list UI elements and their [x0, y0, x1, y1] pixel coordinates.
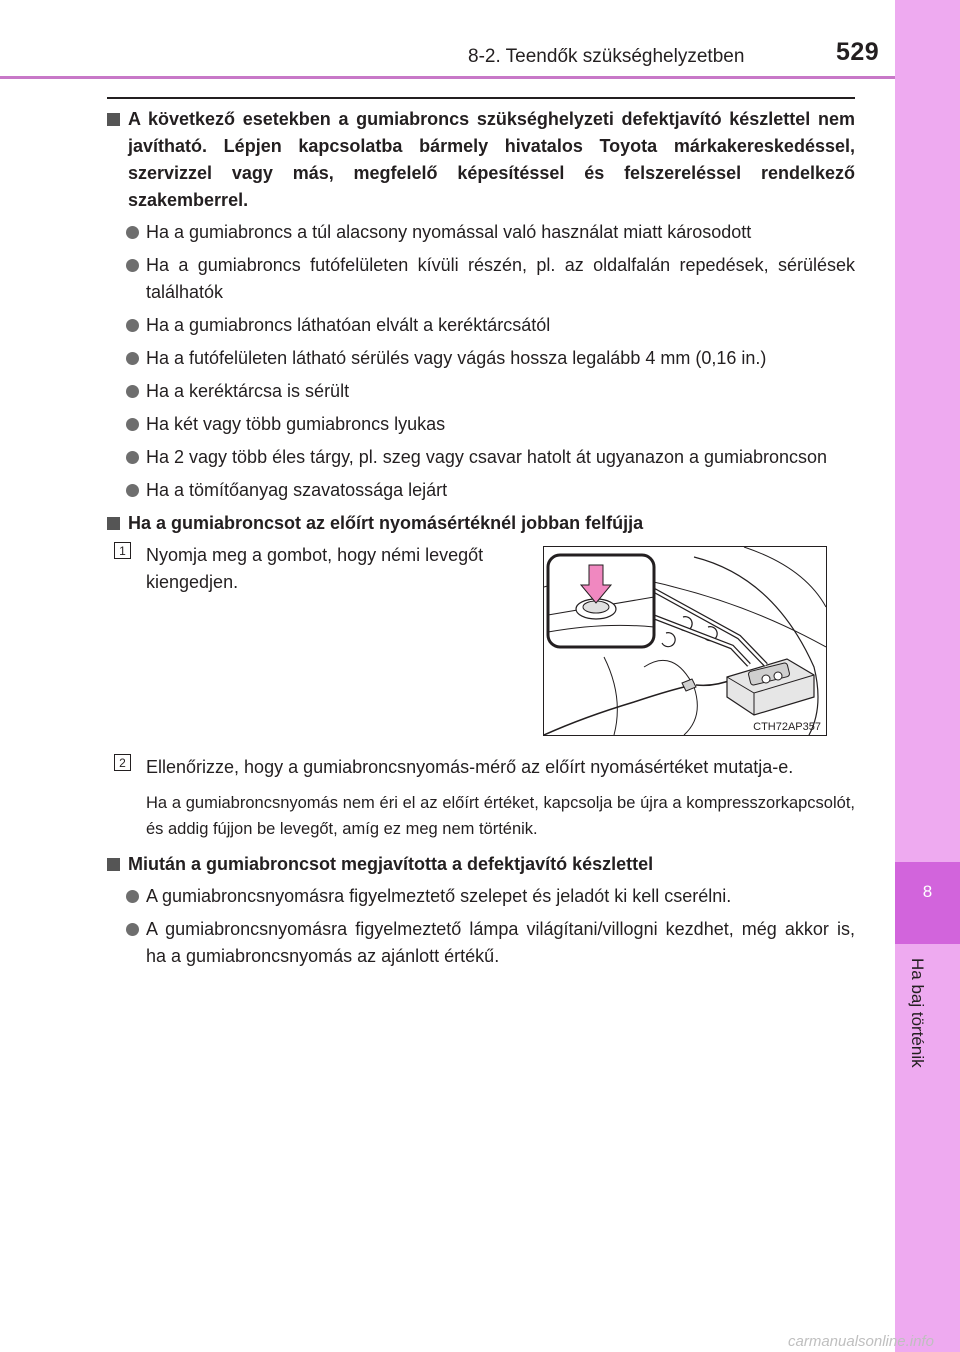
list-item-text: A gumiabroncsnyomásra figyelmeztető lámpa világítani/villogni kezdhet, még akkor is, ha a gumiabroncsnyomás az ajánlott értékű.: [146, 919, 855, 966]
list-item: [107, 916, 855, 970]
list-item-text: Ha a gumiabroncs a túl alacsony nyomással való használat miatt károsodott: [146, 222, 752, 242]
heading-not-repairable: [107, 106, 855, 214]
bullet-dot-icon: [126, 418, 139, 431]
step-number-box: 2: [114, 754, 131, 771]
list-item: [107, 312, 855, 339]
chapter-tab-strip: [895, 0, 960, 1352]
bullet-dot-icon: [126, 226, 139, 239]
bullet-dot-icon: [126, 451, 139, 464]
list-item-text: Ha 2 vagy több éles tárgy, pl. szeg vagy csavar hatolt át ugyanazon a gumiabroncson: [146, 447, 828, 467]
heading-square-icon: [107, 858, 120, 871]
heading-after-repair: [107, 851, 855, 878]
main-content: [107, 106, 855, 976]
list-item: [107, 252, 855, 306]
figure-code: CTH72AP357: [753, 721, 821, 733]
list-item: [107, 477, 855, 504]
figure-compressor: [543, 546, 827, 736]
bullet-dot-icon: [126, 352, 139, 365]
heading-overinflated: [107, 510, 855, 537]
list-item: [107, 444, 855, 471]
list-item-text: A gumiabroncsnyomásra figyelmeztető szelepet és jeladót ki kell cserélni.: [146, 886, 732, 906]
heading-square-icon: [107, 113, 120, 126]
chapter-label: Ha baj történik: [908, 958, 927, 1068]
step-text: Ellenőrizze, hogy a gumiabroncsnyomás-mérő az előírt nyomásértéket mutatja-e.: [146, 757, 794, 777]
tire-compressor-illustration: [544, 547, 826, 735]
step-2-note: Ha a gumiabroncsnyomás nem éri el az előírt értéket, kapcsolja be újra a kompresszorkapcsolót, és addig fújjon be levegőt, amíg ez meg nem történik.: [146, 794, 855, 838]
step-1-row: [107, 542, 855, 748]
list-item: [107, 378, 855, 405]
step-2: [107, 754, 855, 781]
list-item-text: Ha a gumiabroncs láthatóan elvált a keréktárcsától: [146, 315, 551, 335]
list-item-text: Ha a tömítőanyag szavatossága lejárt: [146, 480, 448, 500]
bullet-dot-icon: [126, 319, 139, 332]
heading-text: Ha a gumiabroncsot az előírt nyomásértéknél jobban felfújja: [128, 513, 644, 533]
list-item-text: Ha két vagy több gumiabroncs lyukas: [146, 414, 446, 434]
bullet-dot-icon: [126, 385, 139, 398]
heading-text: A következő esetekben a gumiabroncs szükséghelyzeti defektjavító készlettel nem javítható. Lépjen kapcsolatba bármely hivatalos Toyota márkakereskedéssel, szervizzel vagy más, megfelelő képesítéssel és felszereléssel rendelkező szakemberrel.: [128, 109, 855, 210]
page-number: 529: [836, 38, 880, 66]
list-item: [107, 411, 855, 438]
step-text: Nyomja meg a gombot, hogy némi levegőt kiengedjen.: [146, 545, 484, 592]
list-item: [107, 219, 855, 246]
bullet-dot-icon: [126, 484, 139, 497]
bullet-dot-icon: [126, 923, 139, 936]
list-item-text: Ha a keréktárcsa is sérült: [146, 381, 350, 401]
bullet-dot-icon: [126, 259, 139, 272]
list-item-text: Ha a gumiabroncs futófelületen kívüli részén, pl. az oldalfalán repedések, sérülések találhatók: [146, 255, 855, 302]
section-title: 8-2. Teendők szükséghelyzetben: [468, 46, 745, 67]
header-rule: [0, 76, 895, 79]
list-item-text: Ha a futófelületen látható sérülés vagy vágás hossza legalább 4 mm (0,16 in.): [146, 348, 767, 368]
step-number-box: 1: [114, 542, 131, 559]
chapter-tab-active[interactable]: [895, 862, 960, 944]
chapter-number: 8: [922, 882, 933, 901]
heading-text: Miután a gumiabroncsot megjavította a defektjavító készlettel: [128, 854, 654, 874]
list-item: [107, 883, 855, 910]
step-1: [107, 542, 516, 596]
footer-brand[interactable]: carmanualsonline.info: [788, 1333, 934, 1350]
list-item: [107, 345, 855, 372]
content-top-rule: [107, 97, 855, 99]
bullet-dot-icon: [126, 890, 139, 903]
heading-square-icon: [107, 517, 120, 530]
